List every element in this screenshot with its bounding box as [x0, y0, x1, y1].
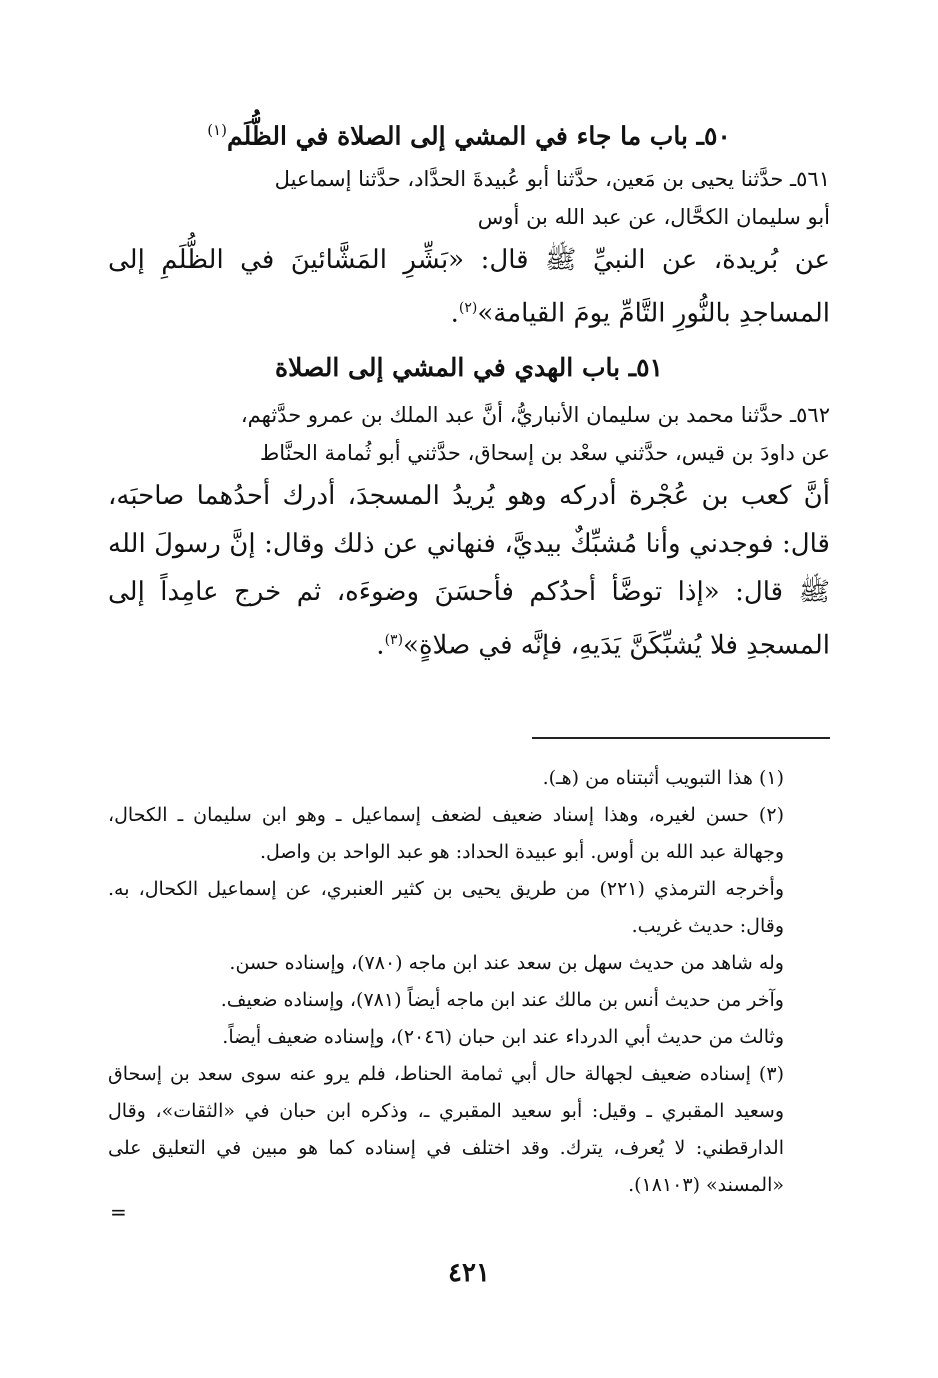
- matn-text: عن بُريدة، عن النبيِّ ﷺ قال: «بَشِّرِ المَشَّائينَ في الظُّلَمِ إلى المساجدِ بالنُّورِ التَّامِّ يومَ القيامة»: [108, 245, 830, 329]
- hadith-562-isnad-line2: عن داودَ بن قيس، حدَّثني سعْد بن إسحاق، حدَّثني أبو ثُمامة الحنَّاط: [259, 440, 830, 465]
- footnote-2-witness-1: وله شاهد من حديث سهل بن سعد عند ابن ماجه (٧٨٠)، وإسناده حسن.: [229, 952, 784, 974]
- main-text: [108, 110, 830, 670]
- hadith-561-isnad-line2: أبو سليمان الكحَّال، عن عبد الله بن أوس: [477, 205, 830, 230]
- footnote-separator: [532, 737, 830, 739]
- footnote-1: (١) هذا التبويب أثبتناه من (هـ).: [542, 767, 784, 789]
- footnote-ref: (١): [207, 121, 227, 139]
- footnotes: [108, 760, 830, 1204]
- hadith-562-isnad-line1: ٥٦٢ـ حدَّثنا محمد بن سليمان الأنباريُّ، أنَّ عبد الملك بن عمرو حدَّثهم،: [240, 402, 830, 427]
- matn-end: .: [376, 630, 385, 661]
- chapter-heading-51: ٥١ـ باب الهدي في المشي إلى الصلاة: [275, 352, 663, 382]
- chapter-heading-50: [108, 110, 830, 156]
- matn-end: .: [450, 298, 459, 329]
- hadith-561-isnad-line1: ٥٦١ـ حدَّثنا يحيى بن مَعين، حدَّثنا أبو عُبيدةَ الحدَّاد، حدَّثنا إسماعيل: [274, 167, 830, 192]
- footnote-2-takhrij: وأخرجه الترمذي (٢٢١) من طريق يحيى بن كثير العنبري، عن إسماعيل الكحال، به. وقال: حديث غريب.: [108, 878, 784, 937]
- matn-text: أنَّ كعب بن عُجْرة أدركه وهو يُريدُ المسجدَ، أدرك أحدُهما صاحبَه، قال: فوجدني وأنا مُشبِّكٌ بيديَّ، فنهاني عن ذلك وقال: إنَّ رسولَ الله ﷺ قال: «إذا توضَّأ أحدُكم فأحسَنَ وضوءَه، ثم خرج عامِداً إلى المسجدِ فلا يُشبِّكَنَّ يَدَيهِ، فإنَّه في صلاةٍ»: [108, 480, 830, 661]
- footnote-3: (٣) إسناده ضعيف لجهالة حال أبي ثمامة الحناط، فلم يرو عنه سوى سعد بن إسحاق وسعيد المقبري ـ وقيل: أبو سعيد المقبري ـ، وذكره ابن حبان في «الثقات»، وقال الدارقطني: لا يُعرف، يترك. وقد اختلف في إسناده كما هو مبين في التعليق على «المسند» (١٨١٠٣).: [108, 1063, 784, 1196]
- footnote-2: (٢) حسن لغيره، وهذا إسناد ضعيف لضعف إسماعيل ـ وهو ابن سليمان ـ الكحال، وجهالة عبد الله بن أوس. أبو عبيدة الحداد: هو عبد الواحد بن واصل.: [108, 804, 784, 863]
- heading-text: ٥٠ـ باب ما جاء في المشي إلى الصلاة في الظُّلَم: [226, 121, 731, 151]
- continuation-mark: =: [110, 1200, 127, 1224]
- page-number: ٤٢١: [448, 1258, 490, 1288]
- hadith-561-matn: [108, 236, 830, 338]
- hadith-562-matn: [108, 472, 830, 670]
- footnote-2-witness-3: وثالث من حديث أبي الدرداء عند ابن حبان (٢٠٤٦)، وإسناده ضعيف أيضاً.: [222, 1026, 784, 1048]
- footnote-ref: (٢): [458, 300, 478, 317]
- footnote-ref: (٣): [384, 631, 404, 648]
- footnote-2-witness-2: وآخر من حديث أنس بن مالك عند ابن ماجه أيضاً (٧٨١)، وإسناده ضعيف.: [220, 989, 784, 1011]
